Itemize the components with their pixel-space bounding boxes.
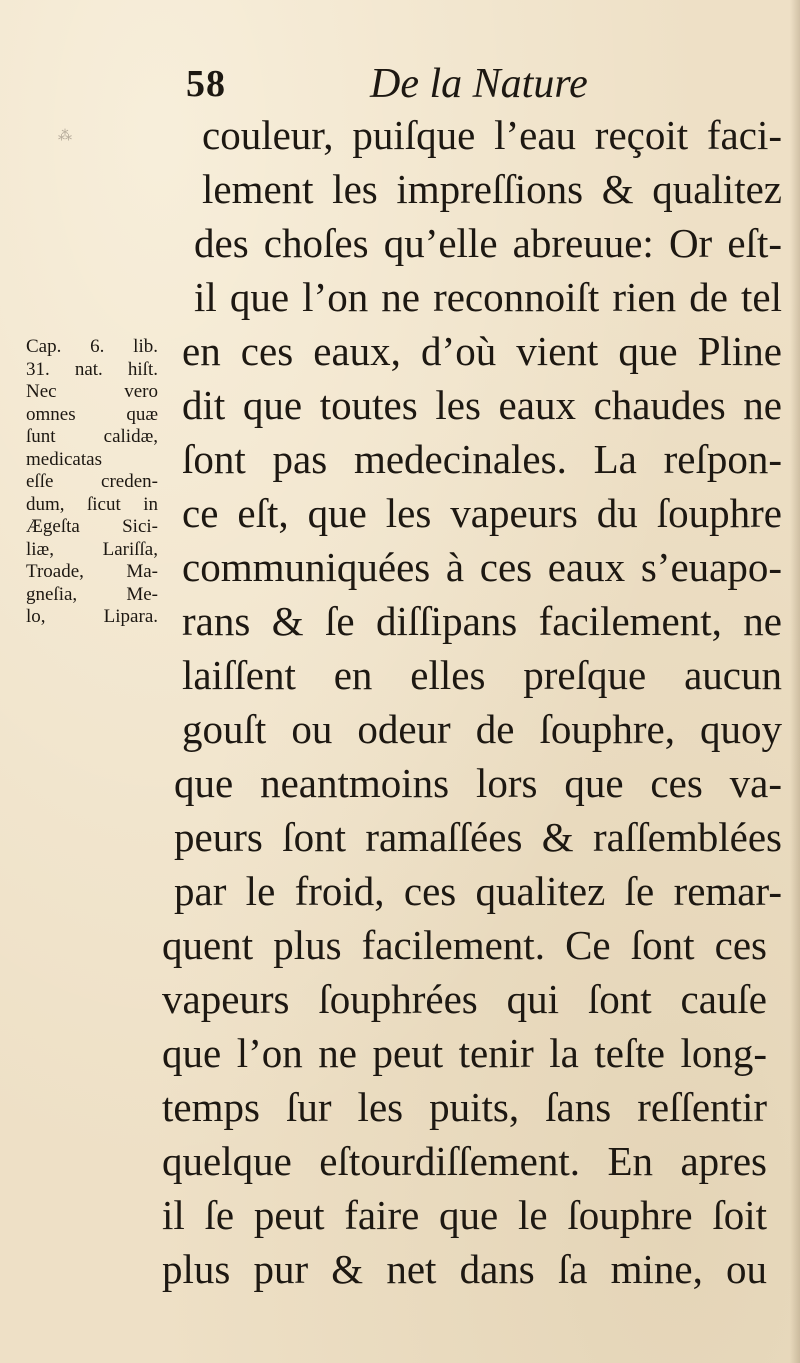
text-line: quelque eſtourdiſſement. En apres xyxy=(162,1138,767,1184)
margin-note-line: dum, ſicut in xyxy=(26,493,158,515)
page-header xyxy=(0,56,800,116)
ink-smudge-icon: ⁂ xyxy=(58,128,72,144)
text-line: laiſſent en elles preſque aucun xyxy=(182,652,782,698)
margin-note-line: liæ, Lariſſa, xyxy=(26,538,158,560)
text-line: peurs ſont ramaſſées & raſſemblées xyxy=(174,814,782,860)
margin-note-line: eſſe creden- xyxy=(26,471,158,492)
text-line: en ces eaux, d’où vient que Pline xyxy=(182,328,782,374)
margin-note-line: 31. nat. hiſt. xyxy=(26,358,158,380)
text-line: quent plus facilement. Ce ſont ces xyxy=(162,922,767,968)
text-line: il que l’on ne reconnoiſt rien de tel xyxy=(194,274,782,320)
text-line: lement les impreſſions & qualitez xyxy=(202,166,782,212)
text-line: que l’on ne peut tenir la teſte long- xyxy=(162,1030,767,1076)
margin-note xyxy=(26,336,158,629)
running-title: De la Nature xyxy=(370,61,588,107)
text-line: il ſe peut faire que le ſouphre ſoit xyxy=(162,1192,767,1238)
margin-note-line: Nec vero xyxy=(26,381,158,402)
text-line: rans & ſe diſſipans facilement, ne xyxy=(182,598,782,644)
margin-note-line: omnes quæ xyxy=(26,403,158,425)
text-line: ſont pas medecinales. La reſpon- xyxy=(182,436,782,482)
margin-note-line: ſunt calidæ, xyxy=(26,426,158,447)
text-line: couleur, puiſque l’eau reçoit faci- xyxy=(202,112,782,158)
text-line: gouſt ou odeur de ſouphre, quoy xyxy=(182,706,782,752)
margin-note-line: medicatas xyxy=(26,448,102,470)
text-line: dit que toutes les eaux chaudes ne xyxy=(182,382,782,428)
text-line: temps ſur les puits, ſans reſſentir xyxy=(162,1084,767,1130)
margin-note-line: Ægeſta Sici- xyxy=(26,516,158,537)
text-line: que neantmoins lors que ces va- xyxy=(174,760,782,806)
margin-note-line: lo, Lipara. xyxy=(26,606,158,627)
text-line: par le froid, ces qualitez ſe remar- xyxy=(174,868,782,914)
margin-note-line: Cap. 6. lib. xyxy=(26,336,158,357)
text-line: des choſes qu’elle abreuue: Or eſt- xyxy=(194,220,782,266)
text-line: communiquées à ces eaux s’euapo- xyxy=(182,544,782,590)
text-line: plus pur & net dans ſa mine, ou xyxy=(162,1246,767,1292)
margin-note-line: Troade, Ma- xyxy=(26,561,158,582)
page-number: 58 xyxy=(186,63,226,105)
text-line: vapeurs ſouphrées qui ſont cauſe xyxy=(162,976,767,1022)
page-edge-shadow xyxy=(790,0,800,1363)
body-text xyxy=(162,108,782,1296)
text-line: ce eſt, que les vapeurs du ſouphre xyxy=(182,490,782,536)
margin-note-line: gneſia, Me- xyxy=(26,583,158,605)
